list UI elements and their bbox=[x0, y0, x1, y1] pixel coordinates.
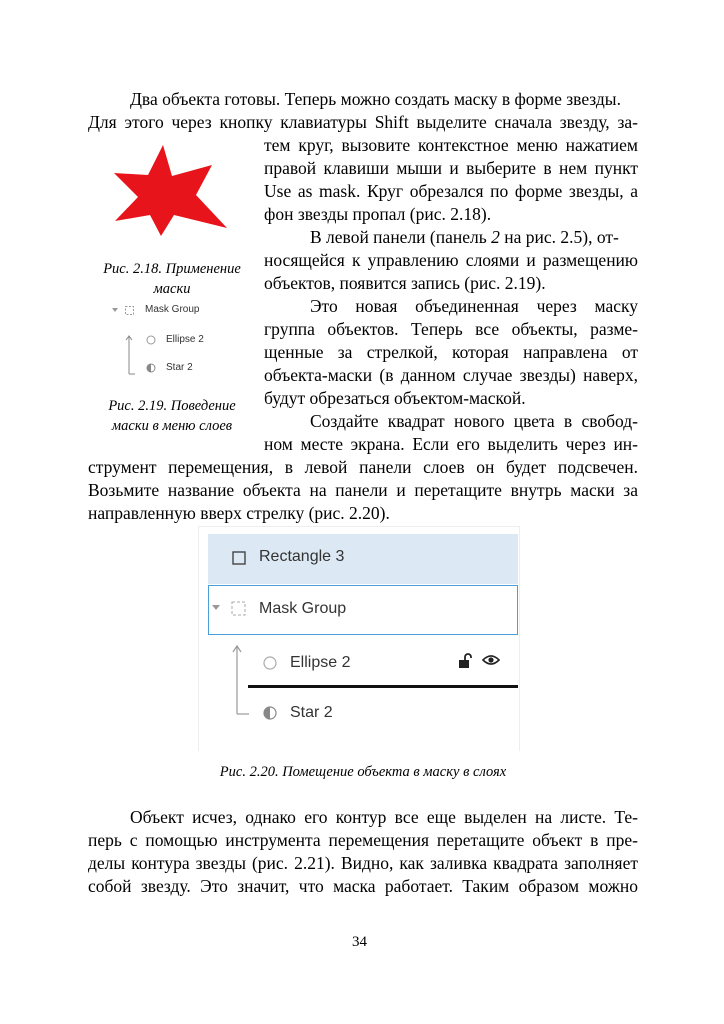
fig219-caption-line2: маски в меню слоев bbox=[111, 418, 233, 434]
star-shape bbox=[114, 145, 227, 236]
up-arrow-icon bbox=[125, 334, 137, 378]
fig220-caption: Рис. 2.20. Помещение объекта в маску в слоях bbox=[219, 764, 507, 780]
para1-line4: правой клавиши мыши и выберите в нем пункт bbox=[264, 158, 638, 178]
mask-group-icon bbox=[125, 306, 135, 316]
fig218-caption-line1: Рис. 2.18. Применение bbox=[103, 261, 241, 277]
star-mask-icon bbox=[262, 705, 278, 721]
para3-line2: группа объектов. Теперь все объекты, разме- bbox=[264, 319, 638, 339]
para4-line2: ном месте экрана. Если его выделить через ин- bbox=[264, 434, 638, 454]
layer-mask-group: Mask Group bbox=[145, 304, 200, 315]
fig219-layers-panel bbox=[105, 298, 245, 382]
fig220-layers-panel bbox=[198, 526, 520, 751]
para1-line5: Use as mask. Круг обрезался по форме звезды, а bbox=[264, 181, 638, 201]
para5-line2: перь с помощью инструмента перемещения перетащите объект в пре- bbox=[88, 830, 638, 850]
layer-ellipse-2-label: Ellipse 2 bbox=[290, 654, 351, 671]
para5-line4: собой звезду. Это значит, что маска работает. Таким образом можно bbox=[88, 876, 638, 896]
layer-row-ellipse-2[interactable] bbox=[258, 644, 518, 684]
layer-star-2-label: Star 2 bbox=[290, 704, 333, 721]
para3-line5: будут обрезаться объектом-маской. bbox=[264, 388, 526, 408]
para3-line4: объекта-маски (в данном случае звезды) наверх, bbox=[264, 365, 638, 385]
drop-indicator-line bbox=[248, 685, 518, 688]
para1-line6: фон звезды пропал (рис. 2.18). bbox=[264, 204, 492, 224]
layer-row-rectangle-3[interactable] bbox=[208, 534, 518, 584]
layer-star-2: Star 2 bbox=[166, 362, 193, 373]
page-number: 34 bbox=[352, 934, 367, 950]
layer-rectangle-3-label: Rectangle 3 bbox=[259, 548, 345, 565]
para2-line1: В левой панели (панель 2 на рис. 2.5), от- bbox=[310, 227, 619, 247]
triangle-down-icon[interactable] bbox=[212, 605, 222, 613]
para1-line3: тем круг, вызовите контекстное меню нажатием bbox=[264, 135, 638, 155]
ellipse-icon bbox=[262, 655, 278, 671]
rectangle-icon bbox=[232, 551, 246, 565]
para4-line4: Возьмите название объекта на панели и перетащите внутрь маски за bbox=[88, 480, 638, 500]
para4-line5: направленную вверх стрелку (рис. 2.20). bbox=[88, 503, 390, 523]
para3-line3: щенные за стрелкой, которая направлена от bbox=[264, 342, 638, 362]
up-arrow-icon bbox=[228, 644, 252, 720]
para4-line3: струмент перемещения, в левой панели слоев он будет подсвечен. bbox=[88, 457, 638, 477]
layer-row-mask-group[interactable] bbox=[208, 585, 518, 635]
triangle-down-icon bbox=[112, 308, 120, 314]
layer-row-star-2[interactable] bbox=[258, 694, 518, 734]
mask-group-icon bbox=[231, 601, 247, 617]
para2-line2: носящейся к управлению слоями и размещению bbox=[264, 250, 638, 270]
para5-line3: делы контура звезды (рис. 2.21). Видно, как заливка квадрата заполняет bbox=[88, 853, 638, 873]
fig218-caption-line2: маски bbox=[153, 281, 191, 297]
layer-mask-group-label: Mask Group bbox=[259, 600, 347, 617]
para4-line1: Создайте квадрат нового цвета в свобод- bbox=[310, 411, 638, 431]
red-star-figure bbox=[108, 143, 233, 238]
fig219-caption-line1: Рис. 2.19. Поведение bbox=[108, 398, 236, 414]
layer-ellipse-2: Ellipse 2 bbox=[166, 334, 204, 345]
para5-line1: Объект исчез, однако его контур все еще выделен на листе. Те- bbox=[130, 807, 638, 827]
para1-line2: Для этого через кнопку клавиатуры Shift выделите сначала звезду, за- bbox=[88, 112, 638, 132]
para2-line3: объектов, появится запись (рис. 2.19). bbox=[264, 273, 546, 293]
star-mask-icon bbox=[146, 363, 156, 373]
para1-line1: Два объекта готовы. Теперь можно создать маску в форме звезды. bbox=[130, 89, 621, 109]
unlock-icon[interactable] bbox=[458, 652, 474, 670]
ellipse-icon bbox=[146, 335, 156, 345]
eye-icon[interactable] bbox=[482, 653, 500, 667]
para3-line1: Это новая объединенная через маску bbox=[310, 296, 638, 316]
